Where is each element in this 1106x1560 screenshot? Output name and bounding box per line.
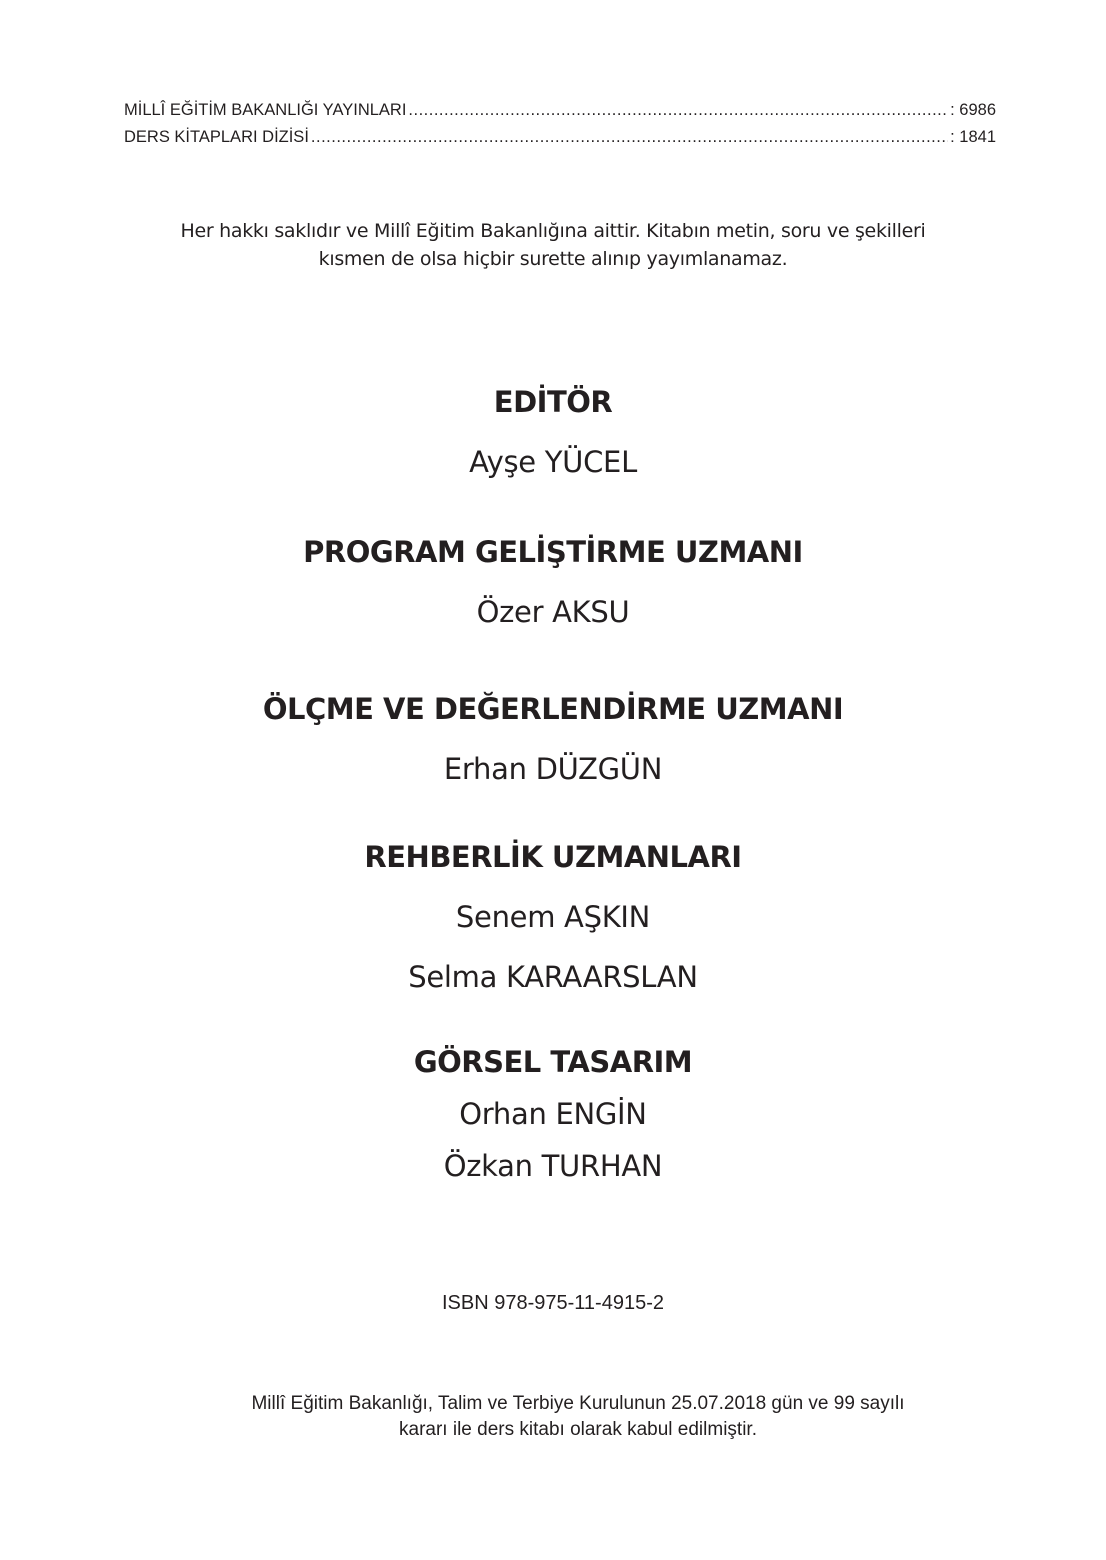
publication-series-line [124, 100, 996, 120]
series-label: MİLLÎ EĞİTİM BAKANLIĞI YAYINLARI [124, 101, 407, 119]
visual-design-heading: GÖRSEL TASARIM [413, 1045, 693, 1079]
assessment-heading: ÖLÇME VE DEĞERLENDİRME UZMANI [262, 692, 844, 726]
program-development-name: Özer AKSU [476, 595, 630, 629]
dot-leader [408, 100, 948, 120]
copyright-notice [100, 217, 1006, 273]
series-number: : 6986 [950, 101, 996, 119]
assessment-name: Erhan DÜZGÜN [443, 752, 663, 786]
visual-design-name-1: Orhan ENGİN [459, 1097, 647, 1131]
approval-notice [150, 1391, 1006, 1443]
visual-design-name-2: Özkan TURHAN [443, 1149, 663, 1183]
editor-heading: EDİTÖR [493, 385, 613, 419]
copyright-line-1: Her hakkı saklıdır ve Millî Eğitim Bakanlığına aittir. Kitabın metin, soru ve şekilleri [180, 220, 926, 242]
program-development-heading: PROGRAM GELİŞTİRME UZMANI [303, 535, 803, 569]
copyright-line-2: kısmen de olsa hiçbir surette alınıp yayımlanamaz. [318, 248, 788, 270]
dot-leader [311, 127, 948, 147]
textbook-series-line [124, 127, 996, 147]
guidance-heading: REHBERLİK UZMANLARI [364, 840, 742, 874]
isbn-number: ISBN 978-975-11-4915-2 [442, 1292, 664, 1314]
series-label: DERS KİTAPLARI DİZİSİ [124, 128, 309, 146]
guidance-name-2: Selma KARAARSLAN [408, 960, 698, 994]
approval-line-1: Millî Eğitim Bakanlığı, Talim ve Terbiye Kurulunun 25.07.2018 gün ve 99 sayılı [251, 1393, 905, 1414]
editor-name: Ayşe YÜCEL [469, 445, 637, 479]
approval-line-2: kararı ile ders kitabı olarak kabul edilmiştir. [399, 1419, 757, 1440]
guidance-name-1: Senem AŞKIN [455, 900, 651, 934]
series-number: : 1841 [950, 128, 996, 146]
